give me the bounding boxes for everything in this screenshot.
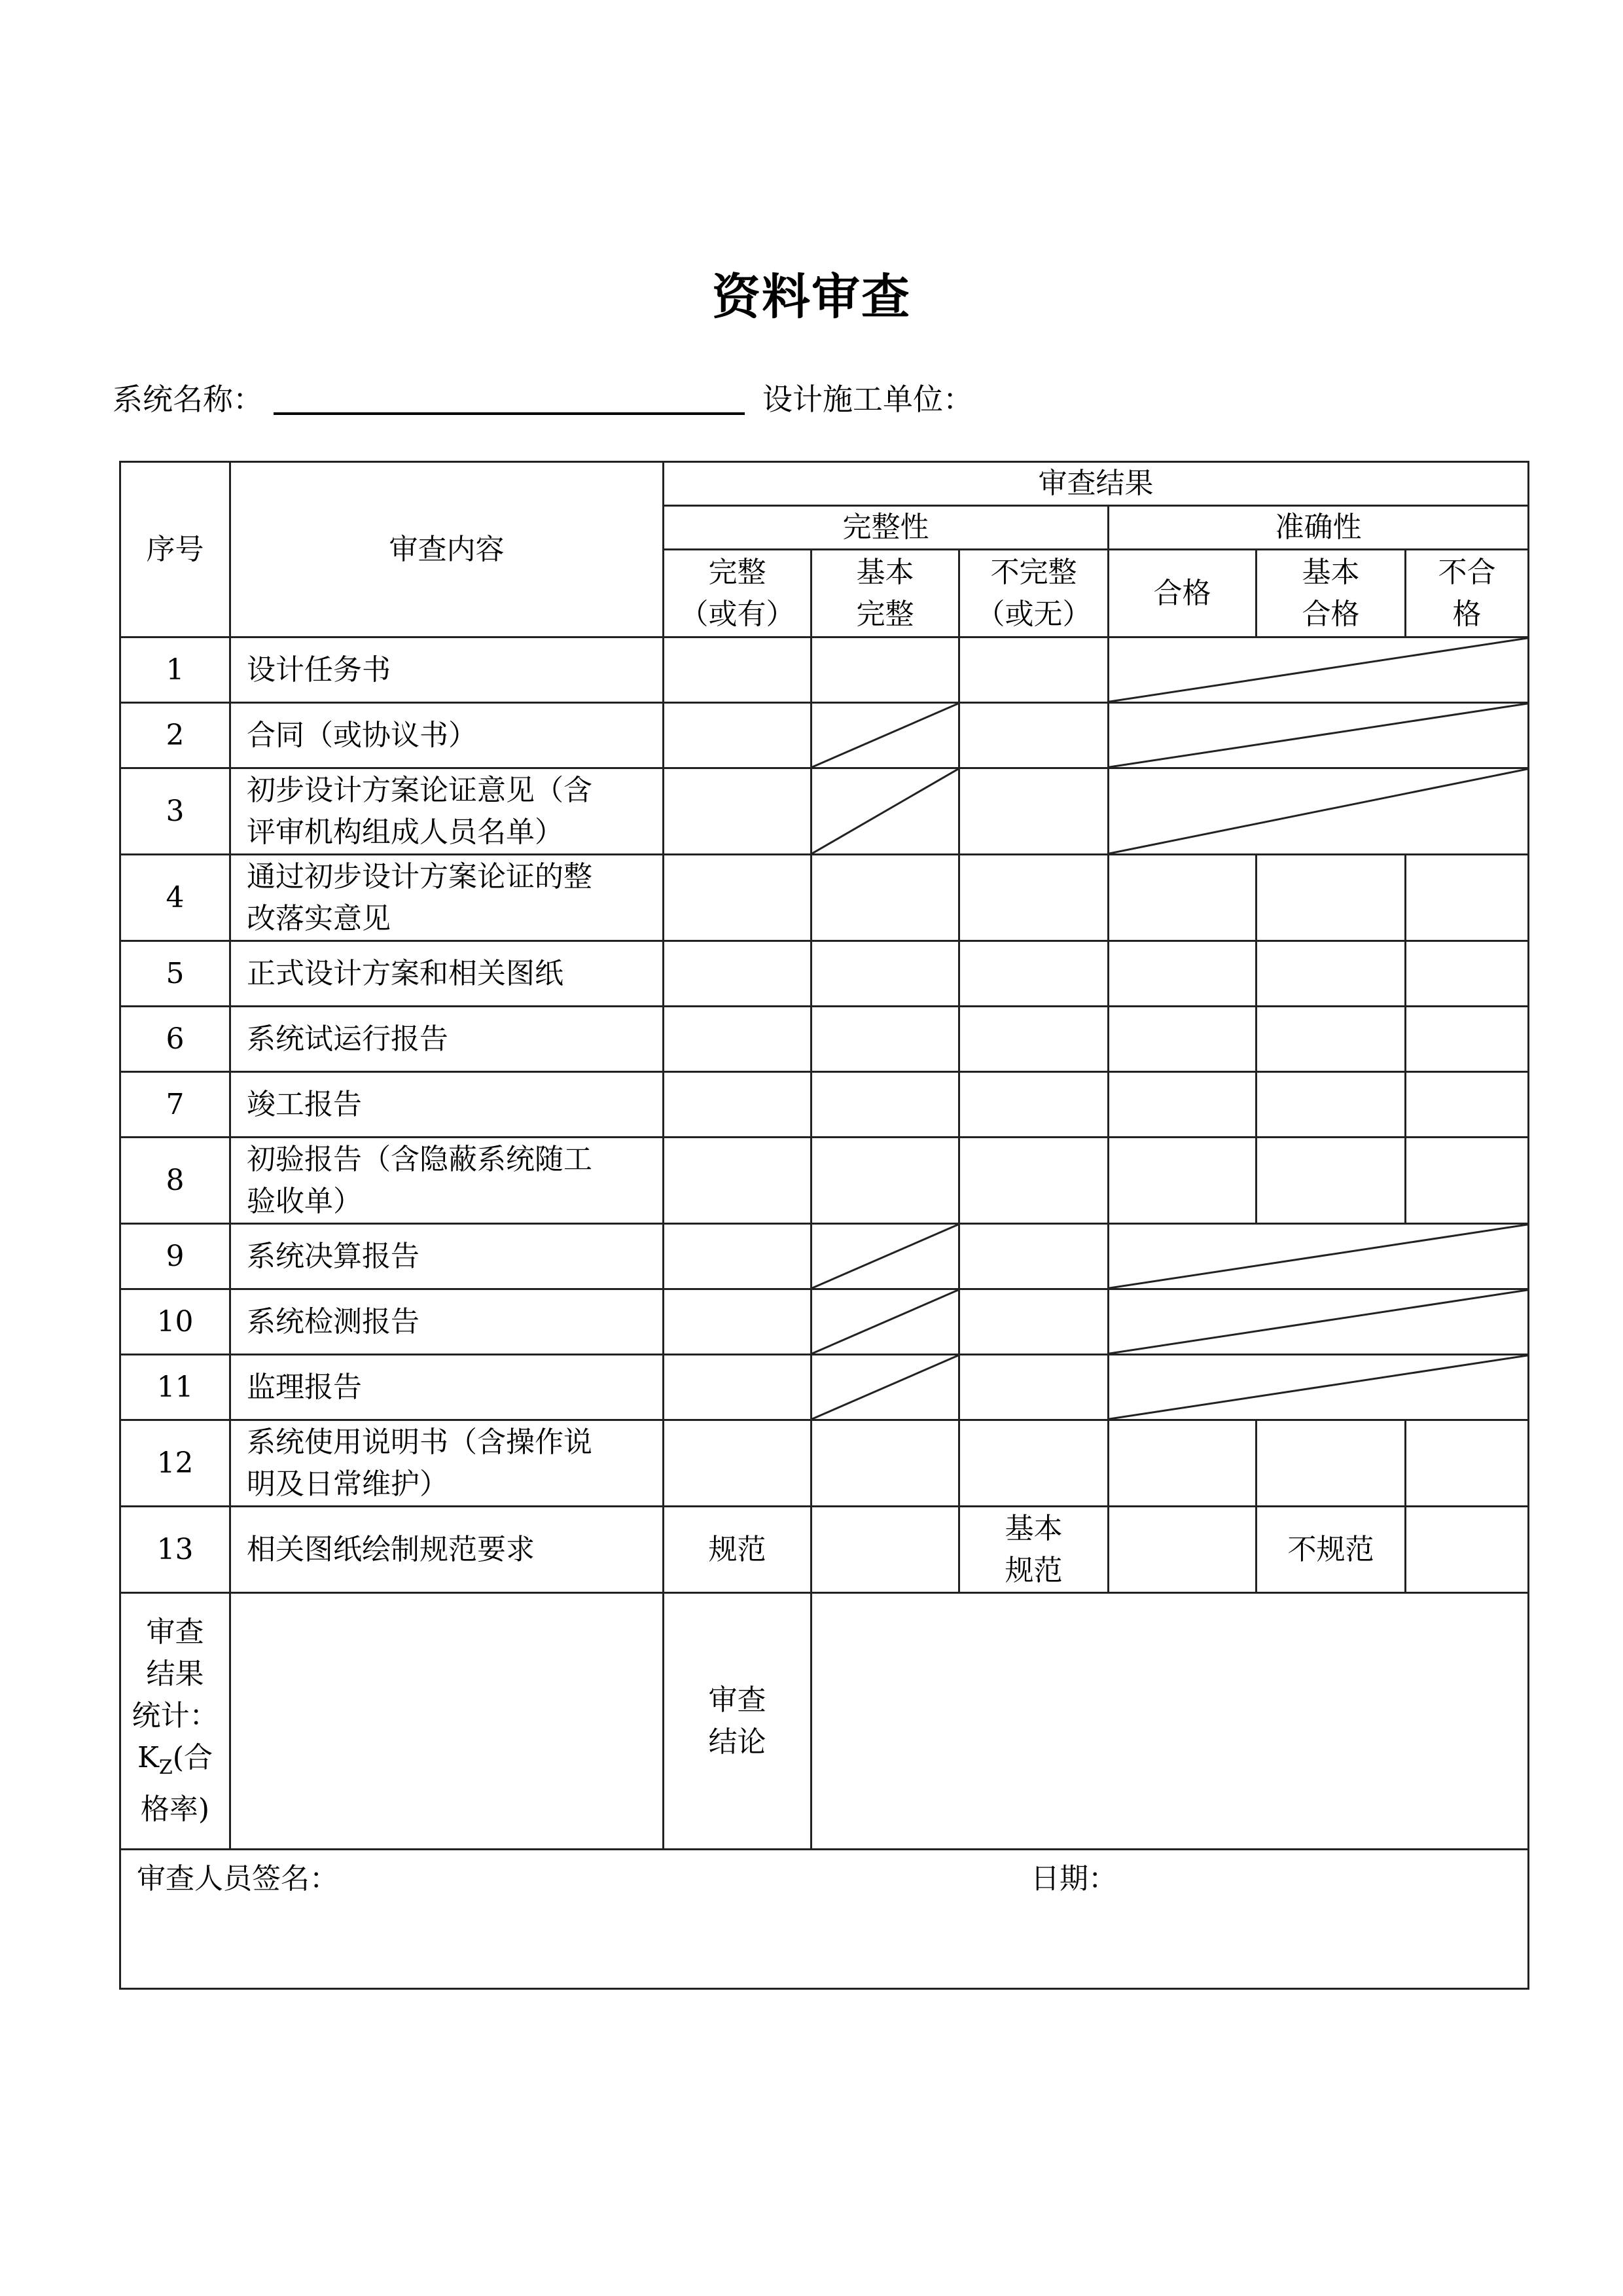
col-header-incomplete: 不完整 （或无）: [959, 550, 1109, 637]
table-row: [120, 855, 1529, 941]
check-cell-fail[interactable]: [1406, 1138, 1529, 1224]
review-table: [119, 461, 1529, 1990]
check-cell-complete[interactable]: [664, 1072, 812, 1138]
check-cell-complete[interactable]: [664, 703, 812, 768]
check-cell-pass[interactable]: [1109, 1420, 1257, 1507]
check-cell-pass[interactable]: [1109, 855, 1257, 941]
check-cell-complete[interactable]: [664, 1224, 812, 1289]
table-row: [120, 1224, 1529, 1289]
check-cell-pass[interactable]: [1109, 1072, 1257, 1138]
option-standard-label: 规范: [664, 1507, 812, 1593]
row-index: 6: [120, 1007, 230, 1072]
row-content: 系统试运行报告: [230, 1007, 664, 1072]
check-cell-basic-complete[interactable]: [812, 1072, 959, 1138]
page-title: 资料审查: [712, 269, 911, 325]
col-header-result: 审查结果: [664, 462, 1529, 506]
table-row: [120, 1420, 1529, 1507]
check-cell-basic-pass[interactable]: [1257, 1420, 1406, 1507]
table-row: [120, 703, 1529, 768]
check-cell-basic-pass[interactable]: [1257, 1072, 1406, 1138]
col-header-basic-complete: 基本 完整: [812, 550, 959, 637]
check-cell-complete[interactable]: [664, 855, 812, 941]
table-row: [120, 941, 1529, 1007]
conclusion-field[interactable]: [812, 1593, 1529, 1850]
check-cell-incomplete[interactable]: [959, 941, 1109, 1007]
col-header-accuracy: 准确性: [1109, 506, 1529, 550]
check-cell-basic-standard[interactable]: [1109, 1507, 1257, 1593]
na-slash-cell: [812, 1224, 959, 1289]
row-content: 正式设计方案和相关图纸: [230, 941, 664, 1007]
table-row: [120, 768, 1529, 855]
row-index: 5: [120, 941, 230, 1007]
row-index: 3: [120, 768, 230, 855]
check-cell-fail[interactable]: [1406, 1420, 1529, 1507]
check-cell-basic-pass[interactable]: [1257, 1007, 1406, 1072]
na-slash-cell: [1109, 768, 1529, 855]
check-cell-incomplete[interactable]: [959, 1355, 1109, 1420]
na-slash-cell: [1109, 703, 1529, 768]
check-cell-basic-complete[interactable]: [812, 855, 959, 941]
option-nonstandard-label: 不规范: [1257, 1507, 1406, 1593]
stats-label: [120, 1593, 230, 1850]
check-cell-basic-complete[interactable]: [812, 941, 959, 1007]
col-header-pass: 合格: [1109, 550, 1257, 637]
check-cell-pass[interactable]: [1109, 1007, 1257, 1072]
row-index: 13: [120, 1507, 230, 1593]
col-header-fail: 不合 格: [1406, 550, 1529, 637]
col-header-content: 审查内容: [230, 462, 664, 637]
check-cell-basic-complete[interactable]: [812, 1138, 959, 1224]
check-cell-standard[interactable]: [812, 1507, 959, 1593]
check-cell-complete[interactable]: [664, 637, 812, 703]
na-slash-cell: [1109, 1355, 1529, 1420]
check-cell-complete[interactable]: [664, 941, 812, 1007]
check-cell-incomplete[interactable]: [959, 1072, 1109, 1138]
check-cell-complete[interactable]: [664, 768, 812, 855]
row-index: 1: [120, 637, 230, 703]
row-content: 设计任务书: [230, 637, 664, 703]
stats-value-field[interactable]: [230, 1593, 664, 1850]
row-content: 初步设计方案论证意见（含 评审机构组成人员名单）: [230, 768, 664, 855]
check-cell-basic-complete[interactable]: [812, 1007, 959, 1072]
col-header-completeness: 完整性: [664, 506, 1109, 550]
check-cell-complete[interactable]: [664, 1138, 812, 1224]
check-cell-fail[interactable]: [1406, 1072, 1529, 1138]
check-cell-basic-complete[interactable]: [812, 1420, 959, 1507]
na-slash-cell: [1109, 1224, 1529, 1289]
conclusion-label: 审查 结论: [664, 1593, 812, 1850]
row-index: 7: [120, 1072, 230, 1138]
check-cell-pass[interactable]: [1109, 1138, 1257, 1224]
system-name-field[interactable]: [274, 412, 745, 415]
check-cell-incomplete[interactable]: [959, 1289, 1109, 1355]
table-row: [120, 1007, 1529, 1072]
row-index: 9: [120, 1224, 230, 1289]
signature-label: 审查人员签名：: [137, 1862, 338, 1895]
check-cell-pass[interactable]: [1109, 941, 1257, 1007]
system-name-label: 系统名称：: [113, 382, 263, 417]
na-slash-cell: [1109, 637, 1529, 703]
row-content: 系统使用说明书（含操作说 明及日常维护）: [230, 1420, 664, 1507]
option-basic-standard-label: 基本 规范: [959, 1507, 1109, 1593]
check-cell-fail[interactable]: [1406, 855, 1529, 941]
check-cell-incomplete[interactable]: [959, 855, 1109, 941]
kz-k: K: [137, 1741, 159, 1774]
form-header: [113, 373, 1520, 425]
check-cell-basic-pass[interactable]: [1257, 855, 1406, 941]
row-index: 2: [120, 703, 230, 768]
row-index: 8: [120, 1138, 230, 1224]
table-row: [120, 1355, 1529, 1420]
row-content: 相关图纸绘制规范要求: [230, 1507, 664, 1593]
check-cell-complete[interactable]: [664, 1420, 812, 1507]
col-header-index: 序号: [120, 462, 230, 637]
na-slash-cell: [1109, 1289, 1529, 1355]
check-cell-incomplete[interactable]: [959, 637, 1109, 703]
kz-label: [121, 1737, 229, 1831]
check-cell-complete[interactable]: [664, 1289, 812, 1355]
col-header-complete: 完整 （或有）: [664, 550, 812, 637]
date-label: 日期：: [1031, 1862, 1117, 1895]
check-cell-basic-complete[interactable]: [812, 637, 959, 703]
signature-row: [120, 1850, 1529, 1989]
row-content: 监理报告: [230, 1355, 664, 1420]
check-cell-incomplete[interactable]: [959, 1138, 1109, 1224]
row-content: 合同（或协议书）: [230, 703, 664, 768]
stats-label-text: 审查 结果 统计：: [132, 1615, 219, 1732]
check-cell-incomplete[interactable]: [959, 768, 1109, 855]
check-cell-nonstandard[interactable]: [1406, 1507, 1529, 1593]
row-content: 系统决算报告: [230, 1224, 664, 1289]
check-cell-basic-pass[interactable]: [1257, 941, 1406, 1007]
check-cell-incomplete[interactable]: [959, 1224, 1109, 1289]
check-cell-incomplete[interactable]: [959, 1420, 1109, 1507]
check-cell-incomplete[interactable]: [959, 1007, 1109, 1072]
row-index: 12: [120, 1420, 230, 1507]
kz-suffix: (合 格率): [140, 1741, 213, 1826]
check-cell-fail[interactable]: [1406, 941, 1529, 1007]
col-header-basic-pass: 基本 合格: [1257, 550, 1406, 637]
kz-z: Z: [158, 1756, 173, 1779]
table-row: [120, 1289, 1529, 1355]
check-cell-complete[interactable]: [664, 1355, 812, 1420]
na-slash-cell: [812, 1355, 959, 1420]
check-cell-complete[interactable]: [664, 1007, 812, 1072]
row-content: 竣工报告: [230, 1072, 664, 1138]
check-cell-fail[interactable]: [1406, 1007, 1529, 1072]
table-row: [120, 1138, 1529, 1224]
table-row: [120, 1072, 1529, 1138]
row-content: 系统检测报告: [230, 1289, 664, 1355]
design-unit-label: 设计施工单位：: [762, 382, 973, 417]
check-cell-basic-pass[interactable]: [1257, 1138, 1406, 1224]
na-slash-cell: [812, 1289, 959, 1355]
row-index: 11: [120, 1355, 230, 1420]
na-slash-cell: [812, 703, 959, 768]
check-cell-incomplete[interactable]: [959, 703, 1109, 768]
table-row: [120, 1507, 1529, 1593]
row-content: 初验报告（含隐蔽系统随工 验收单）: [230, 1138, 664, 1224]
row-content: 通过初步设计方案论证的整 改落实意见: [230, 855, 664, 941]
na-slash-cell: [812, 768, 959, 855]
row-index: 10: [120, 1289, 230, 1355]
row-index: 4: [120, 855, 230, 941]
table-row: [120, 637, 1529, 703]
